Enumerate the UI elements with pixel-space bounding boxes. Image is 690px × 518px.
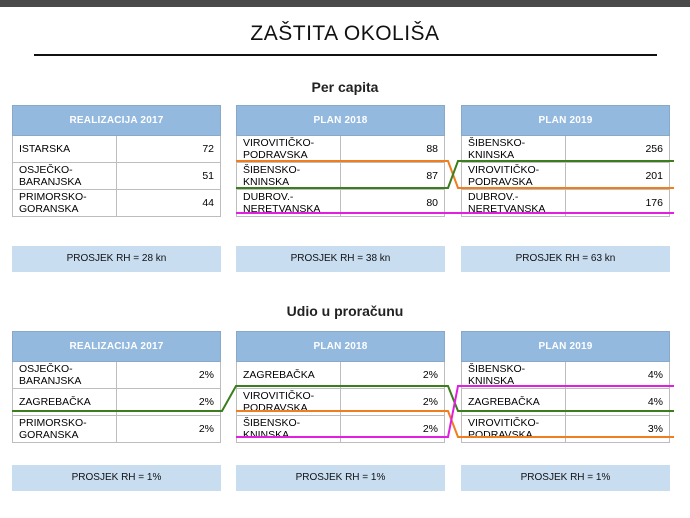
county-value: 88 (341, 136, 445, 163)
county-name: ZAGREBAČKA (13, 389, 117, 416)
average-badge: PROSJEK RH = 1% (461, 465, 670, 491)
county-value: 2% (117, 389, 221, 416)
county-value: 80 (341, 190, 445, 217)
average-badge: PROSJEK RH = 1% (236, 465, 445, 491)
table-header: PLAN 2018 (237, 332, 445, 362)
county-value: 4% (566, 362, 670, 389)
county-name: ZAGREBAČKA (462, 389, 566, 416)
table-row (462, 190, 670, 217)
page-title: ZAŠTITA OKOLIŠA (250, 22, 440, 45)
table-row (462, 416, 670, 443)
table-header: REALIZACIJA 2017 (13, 332, 221, 362)
county-value: 72 (117, 136, 221, 163)
county-name: ZAGREBAČKA (237, 362, 341, 389)
county-name: ŠIBENSKO-KNINSKA (237, 416, 341, 443)
section-title-budget-share: Udio u proračunu (286, 303, 404, 319)
table-row (13, 389, 221, 416)
average-badge: PROSJEK RH = 1% (12, 465, 221, 491)
county-value: 4% (566, 389, 670, 416)
county-name: ŠIBENSKO-KNINSKA (462, 136, 566, 163)
county-name: OSJEČKO-BARANJSKA (13, 163, 117, 190)
county-name: VIROVITIČKO-PODRAVSKA (237, 136, 341, 163)
county-name: PRIMORSKO-GORANSKA (13, 190, 117, 217)
top-bar (0, 0, 690, 7)
county-value: 2% (117, 416, 221, 443)
table-per-capita-2017 (12, 105, 221, 217)
county-name: VIROVITIČKO-PODRAVSKA (462, 416, 566, 443)
table-row (237, 389, 445, 416)
title-divider (34, 54, 657, 56)
county-value: 2% (341, 416, 445, 443)
table-row (13, 362, 221, 389)
county-value: 256 (566, 136, 670, 163)
county-value: 2% (341, 362, 445, 389)
county-name: VIROVITIČKO-PODRAVSKA (237, 389, 341, 416)
county-value: 176 (566, 190, 670, 217)
county-value: 44 (117, 190, 221, 217)
average-badge: PROSJEK RH = 38 kn (236, 246, 445, 272)
table-row (462, 389, 670, 416)
table-row (237, 362, 445, 389)
table-row (462, 163, 670, 190)
table-row (13, 190, 221, 217)
average-badge: PROSJEK RH = 28 kn (12, 246, 221, 272)
table-row (13, 416, 221, 443)
county-name: DUBROV.-NERETVANSKA (462, 190, 566, 217)
table-header: PLAN 2019 (462, 106, 670, 136)
table-row (462, 136, 670, 163)
table-row (237, 136, 445, 163)
county-value: 51 (117, 163, 221, 190)
table-row (13, 163, 221, 190)
average-badge: PROSJEK RH = 63 kn (461, 246, 670, 272)
table-header: REALIZACIJA 2017 (13, 106, 221, 136)
table-budget-share-2019 (461, 331, 670, 443)
county-name: ŠIBENSKO-KNINSKA (237, 163, 341, 190)
county-name: OSJEČKO-BARANJSKA (13, 362, 117, 389)
county-value: 2% (341, 389, 445, 416)
county-name: ŠIBENSKO-KNINSKA (462, 362, 566, 389)
table-row (13, 136, 221, 163)
county-value: 87 (341, 163, 445, 190)
table-budget-share-2017 (12, 331, 221, 443)
county-value: 201 (566, 163, 670, 190)
section-title-per-capita: Per capita (311, 79, 379, 95)
table-row (462, 362, 670, 389)
table-row (237, 190, 445, 217)
county-name: ISTARSKA (13, 136, 117, 163)
table-row (237, 163, 445, 190)
county-value: 3% (566, 416, 670, 443)
table-header: PLAN 2018 (237, 106, 445, 136)
table-row (237, 416, 445, 443)
county-name: PRIMORSKO-GORANSKA (13, 416, 117, 443)
county-name: VIROVITIČKO-PODRAVSKA (462, 163, 566, 190)
table-header: PLAN 2019 (462, 332, 670, 362)
county-name: DUBROV.-NERETVANSKA (237, 190, 341, 217)
table-budget-share-2018 (236, 331, 445, 443)
county-value: 2% (117, 362, 221, 389)
table-per-capita-2018 (236, 105, 445, 217)
table-per-capita-2019 (461, 105, 670, 217)
